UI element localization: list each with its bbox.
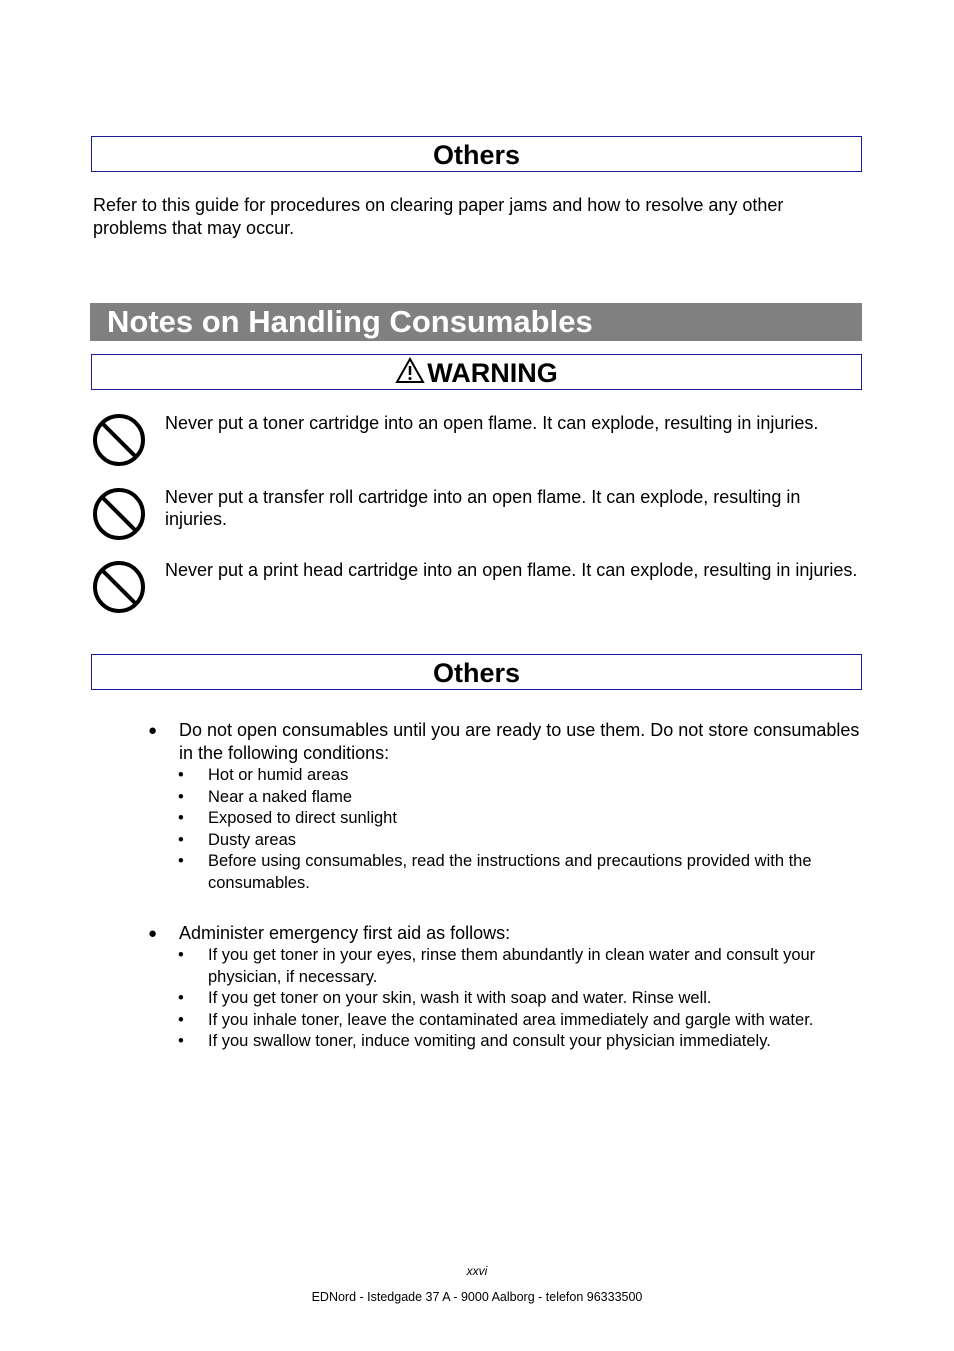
bullet-item (148, 922, 863, 1053)
sub-item: • If you inhale toner, leave the contaminated area immediately and gargle with water. (148, 1010, 863, 1032)
prohibition-icon (92, 412, 146, 473)
warning-item (92, 412, 862, 472)
sub-list (179, 765, 863, 894)
warning-item (92, 486, 862, 546)
prohibition-icon (92, 559, 146, 620)
bullet-text: ● Administer emergency first aid as follows: (179, 923, 511, 943)
warning-text: Never put a toner cartridge into an open flame. It can explode, resulting in injuries. (165, 413, 819, 433)
warning-text: Never put a print head cartridge into an open flame. It can explode, resulting in injuries. (165, 560, 858, 580)
prohibition-icon (92, 486, 146, 547)
consumables-title: Notes on Handling Consumables (90, 303, 862, 341)
warning-label: WARNING (427, 358, 558, 388)
bullet-text: ● Do not open consumables until you are ready to use them. Do not store consumables in the following conditions: (179, 720, 860, 763)
sub-item: • Before using consumables, read the instructions and precautions provided with the consumables. (148, 851, 863, 894)
bullet-item (148, 719, 863, 894)
others-heading-1: Others (91, 136, 862, 172)
warning-text: Never put a transfer roll cartridge into an open flame. It can explode, resulting in injuries. (165, 487, 801, 529)
warning-triangle-icon (395, 357, 425, 393)
sub-item: • Exposed to direct sunlight (148, 808, 863, 830)
footer-address: EDNord - Istedgade 37 A - 9000 Aalborg - telefon 96333500 (311, 1290, 643, 1304)
bullet-group-storage (148, 719, 863, 894)
sub-item: • Near a naked flame (148, 787, 863, 809)
others-heading-2: Others (91, 654, 862, 690)
sub-item: • If you swallow toner, induce vomiting and consult your physician immediately. (148, 1031, 863, 1053)
sub-item: • If you get toner on your skin, wash it with soap and water. Rinse well. (148, 988, 863, 1010)
sub-item: • Hot or humid areas (148, 765, 863, 787)
warning-heading (91, 354, 862, 390)
sub-list (179, 945, 863, 1053)
bullet-group-first-aid (148, 922, 863, 1053)
warning-item (92, 559, 862, 619)
page-number: xxvi (466, 1264, 488, 1278)
others-paragraph: Refer to this guide for procedures on clearing paper jams and how to resolve any other problems that may occur. (93, 195, 784, 238)
sub-item: • Dusty areas (148, 830, 863, 852)
sub-item: • If you get toner in your eyes, rinse them abundantly in clean water and consult your physician, if necessary. (148, 945, 863, 988)
